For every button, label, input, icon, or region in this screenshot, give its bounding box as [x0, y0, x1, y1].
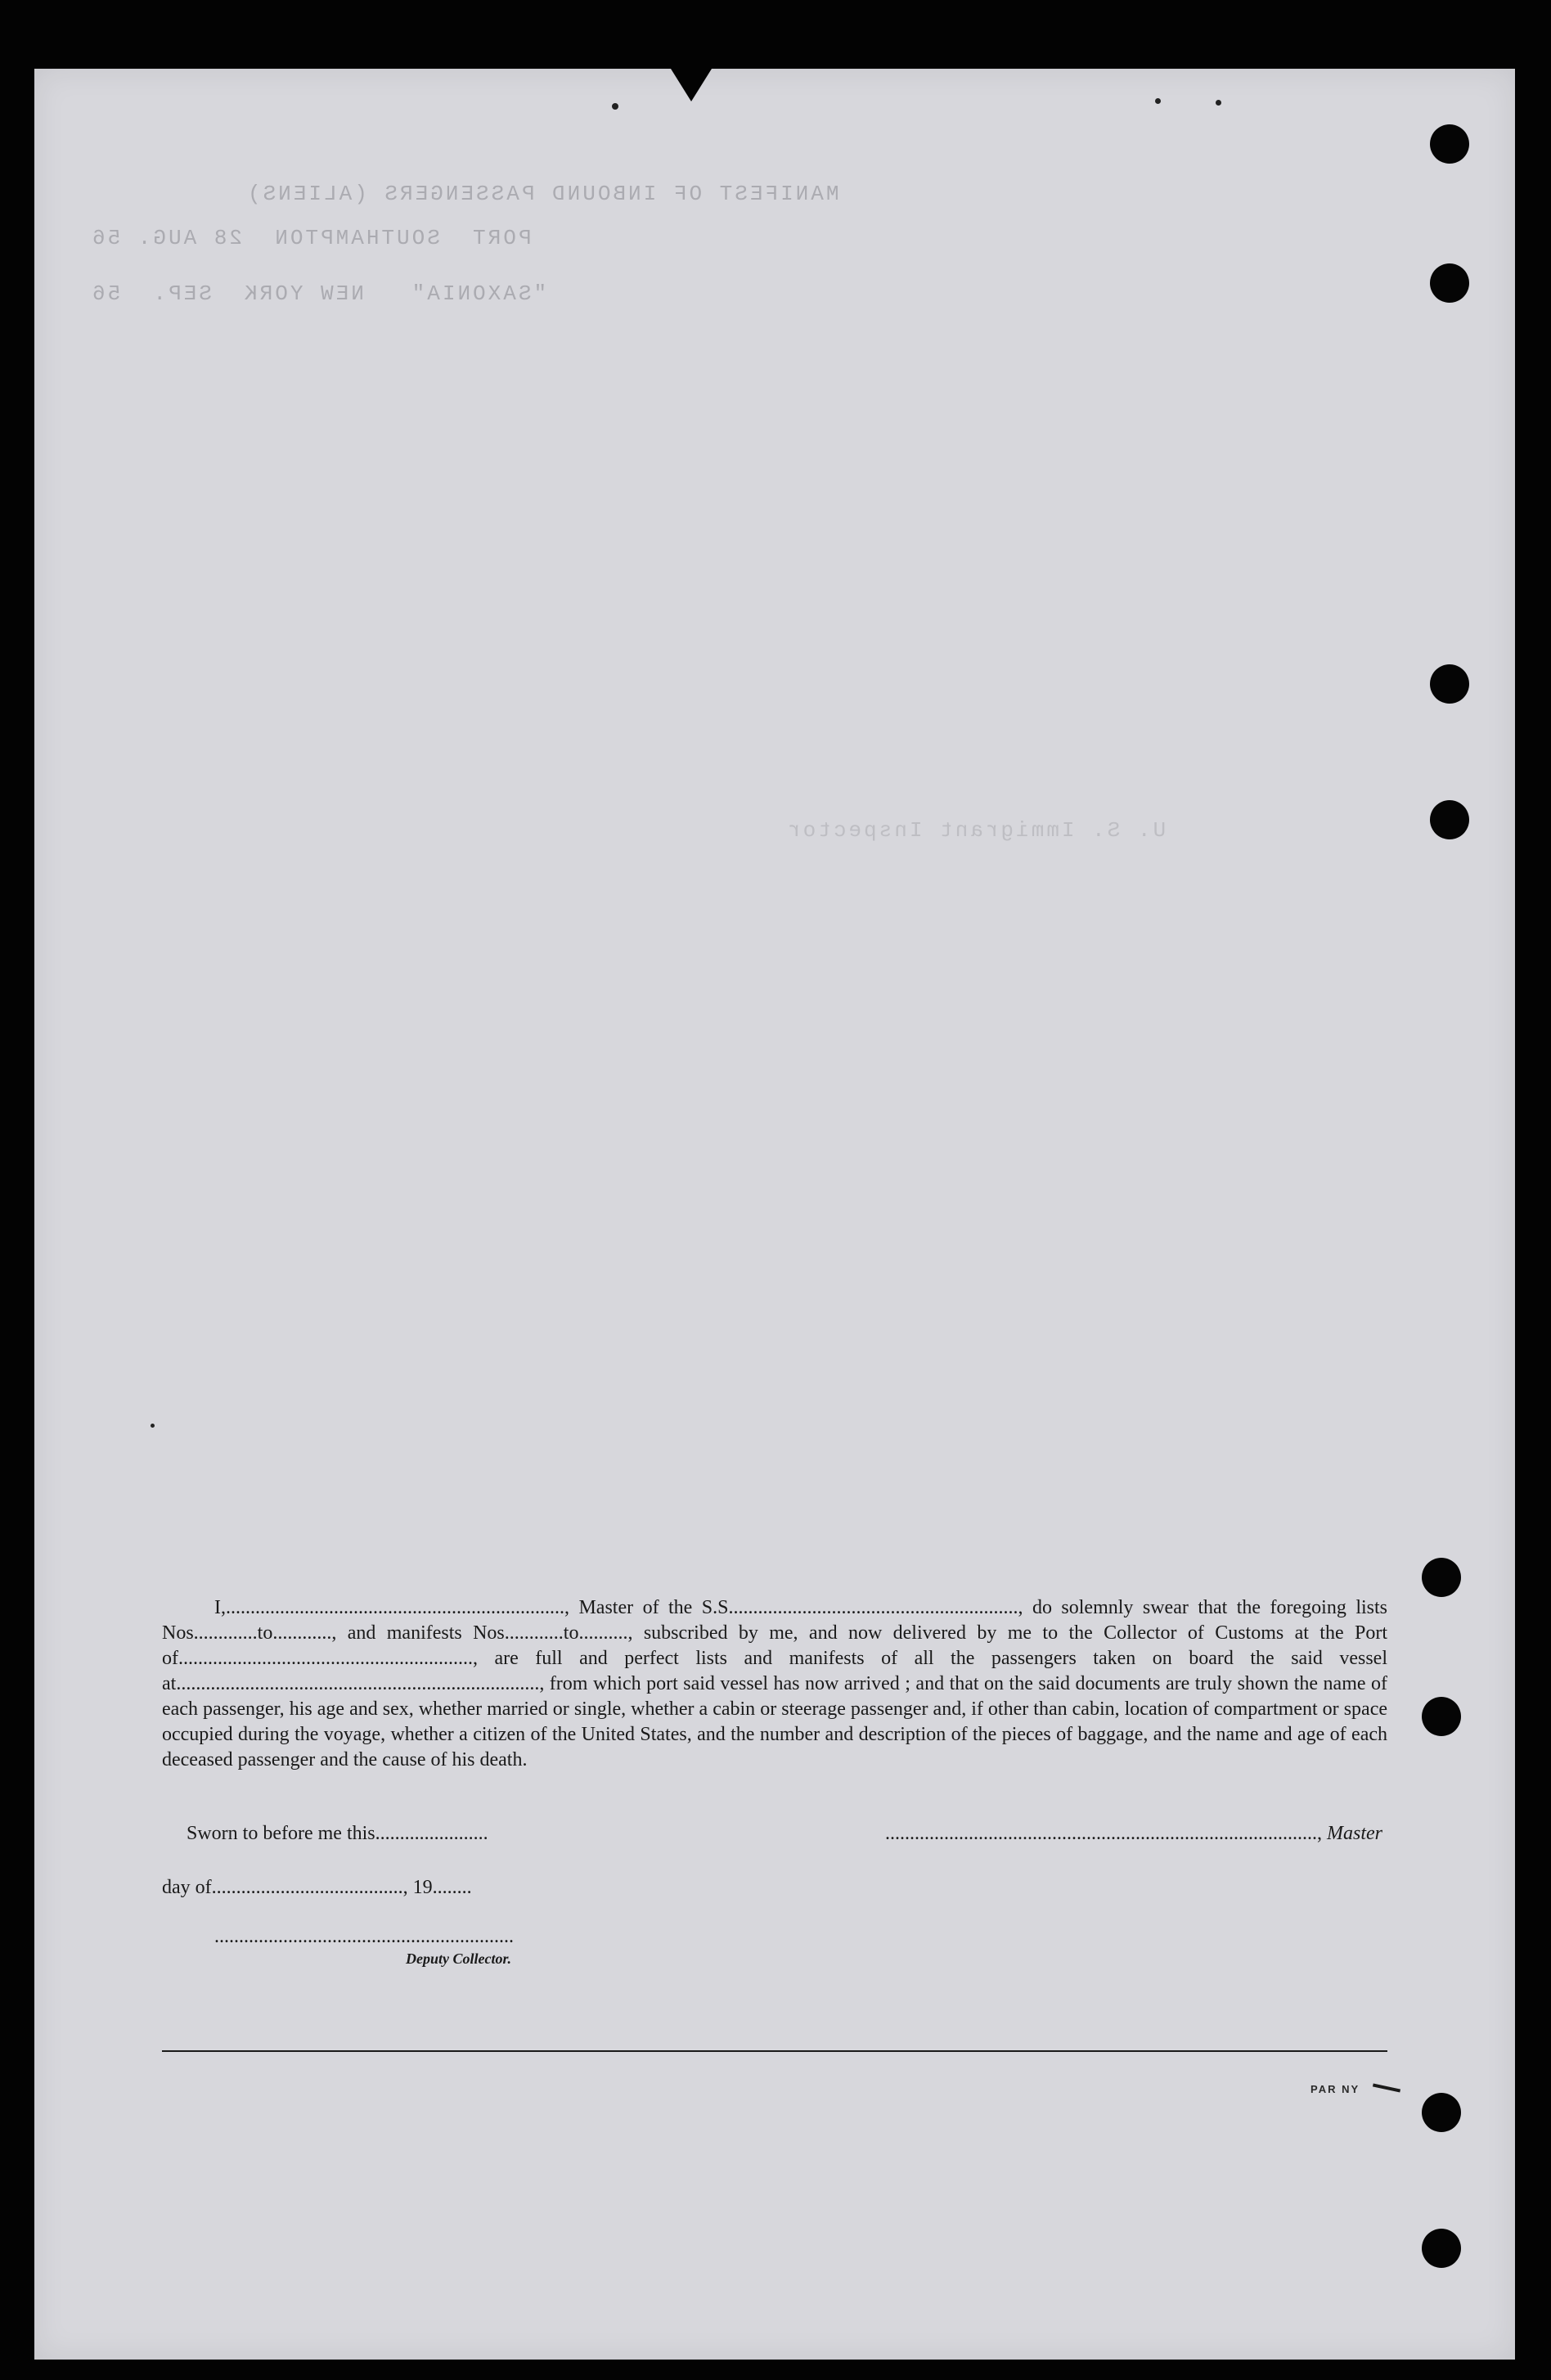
deputy-collector-label: Deputy Collector.: [406, 1950, 511, 1967]
punch-hole: [1430, 124, 1469, 164]
document-sheet: [34, 69, 1515, 2360]
punch-hole: [1422, 1697, 1461, 1736]
punch-hole: [1430, 800, 1469, 839]
bleed-through-line: "SAXONIA" NEW YORK SEP. 56: [90, 281, 547, 306]
day-of-line: [162, 1877, 472, 1899]
speck: [1155, 98, 1161, 104]
collector-signature-dots: .............................................................: [214, 1926, 514, 1947]
bleed-through-line: U. S. Immigrant Inspector: [785, 818, 1167, 843]
corner-stamp: PAR NY: [1310, 2083, 1360, 2095]
bleed-through-line: MANIFEST OF INBOUND PASSENGERS (ALIENS): [245, 182, 839, 206]
master-label: Master: [1327, 1823, 1382, 1844]
master-signature-line: [885, 1823, 1382, 1845]
bleed-through-line: PORT SOUTHAMPTON 28 AUG. 56: [90, 226, 532, 250]
collector-signature-line: [214, 1926, 514, 1948]
torn-notch: [671, 69, 712, 101]
speck: [1216, 100, 1221, 106]
punch-hole: [1430, 263, 1469, 303]
sworn-before-line: [187, 1823, 488, 1845]
punch-hole: [1422, 2229, 1461, 2268]
bottom-rule: [162, 2050, 1387, 2052]
punch-hole: [1422, 2093, 1461, 2132]
punch-hole: [1422, 1558, 1461, 1597]
punch-hole: [1430, 664, 1469, 704]
master-oath-paragraph: [162, 1595, 1387, 1773]
master-signature-dots: ........................................................................................,: [885, 1823, 1327, 1844]
sworn-before-text: Sworn to before me this.......................: [187, 1823, 488, 1844]
speck: [151, 1424, 155, 1428]
day-of-text: day of......................................., 19........: [162, 1877, 472, 1898]
speck: [612, 103, 618, 110]
oath-text: I,....................................................................., Master of the S.S..........................................................., do solemnly swear that the foregoing lists Nos.............to............, and manifests Nos............to.........., subscribed by me, and now delivered by me to the Collector of Customs at the Port of............................................................, are full and perfect lists and manifests of all the passengers taken on board the said vessel at.........................................................................., from which port said vessel has now arrived ; and that on the said documents are truly shown the name of each passenger, his age and sex, whether married or single, whether a cabin or steerage passenger and, if other than cabin, location of compartment or space occupied during the voyage, whether a citizen of the United States, and the number and description of the pieces of baggage, and the name and age of each deceased passenger and the cause of his death.: [162, 1597, 1387, 1770]
